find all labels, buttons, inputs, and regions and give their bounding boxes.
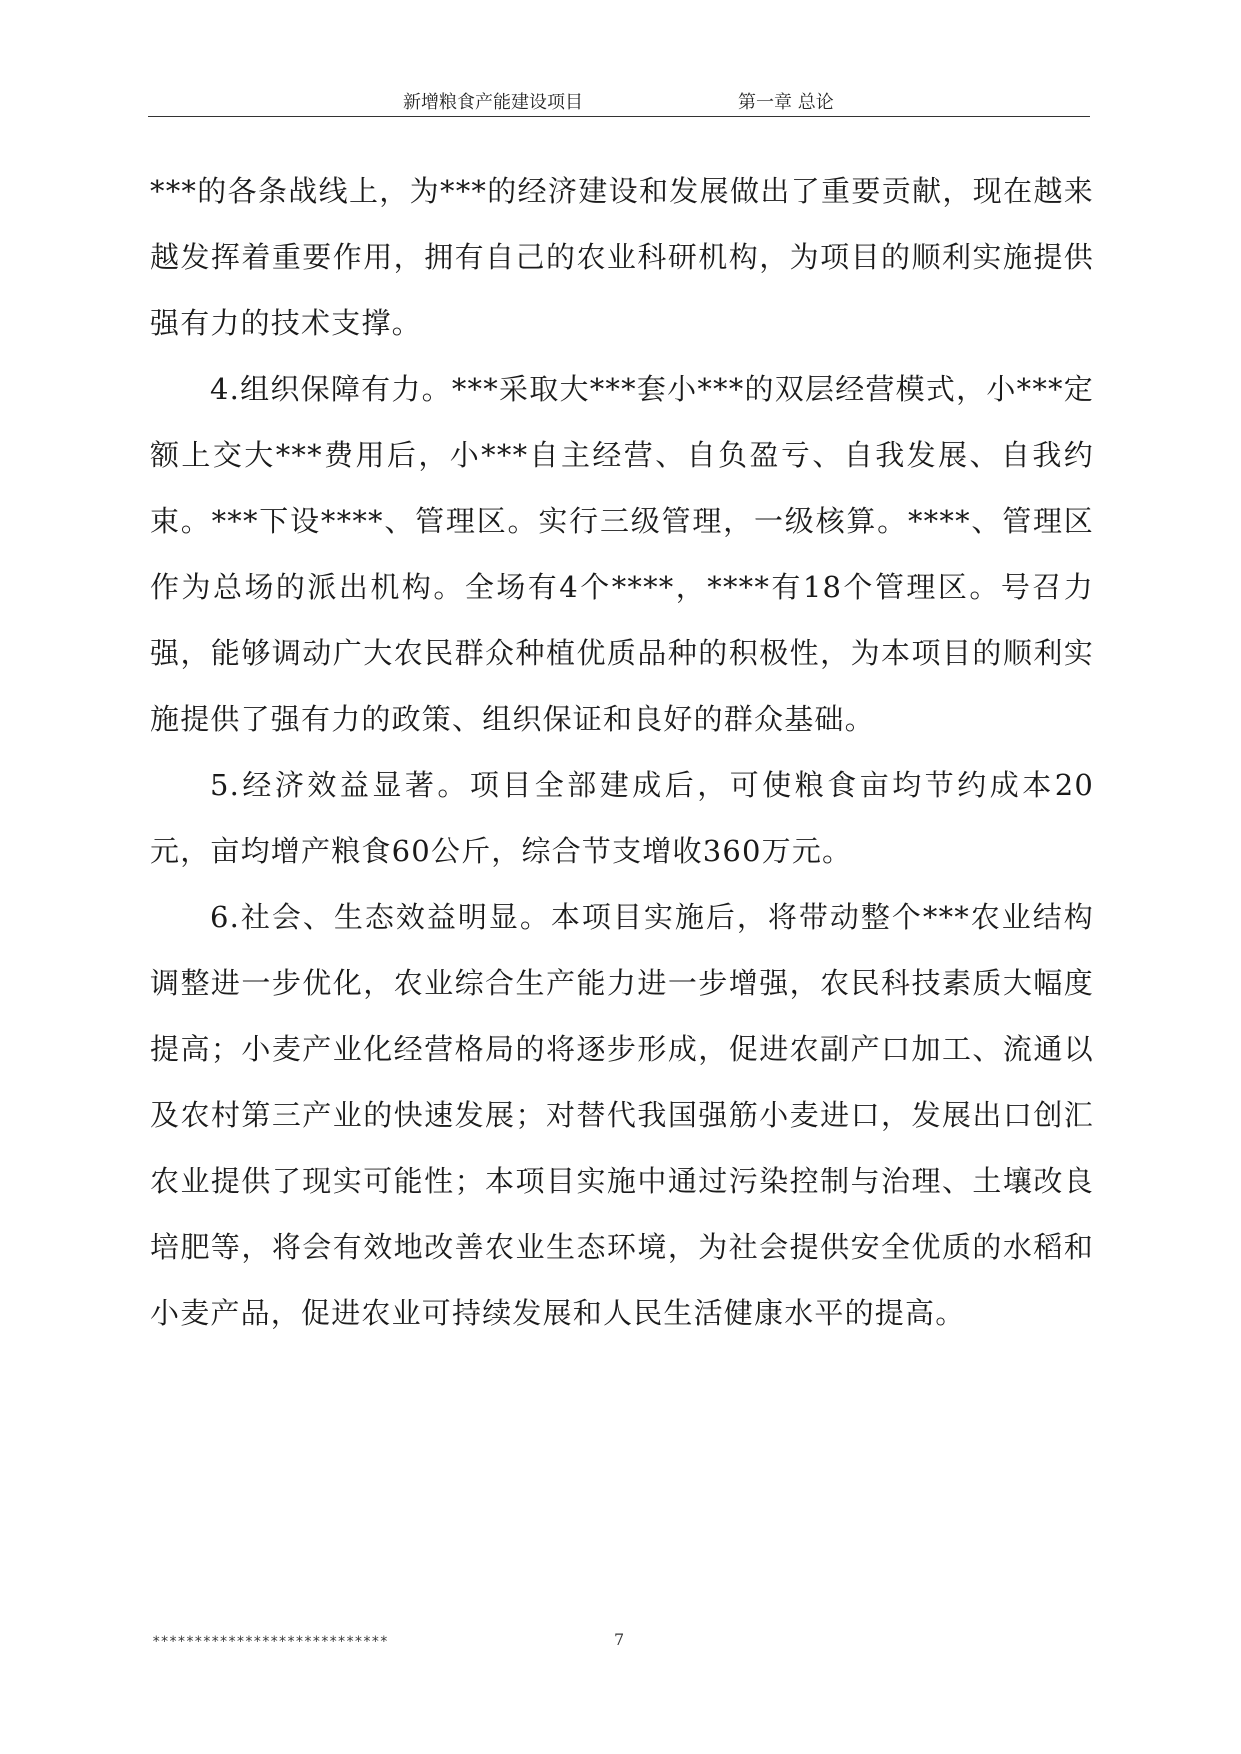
header-chapter-title: 第一章 总论 <box>738 92 834 113</box>
footer-left-text: **************************** <box>152 1634 389 1650</box>
page-number: 7 <box>614 1630 625 1649</box>
paragraph-continuation: ***的各条战线上，为***的经济建设和发展做出了重要贡献，现在越来越发挥着重要作用，拥有自己的农业科研机构，为项目的顺利实施提供强有力的技术支撑。 <box>150 174 1094 340</box>
header-document-title: 新增粮食产能建设项目 <box>403 92 583 113</box>
paragraph-economic-benefit: 5.经济效益显著。项目全部建成后，可使粮食亩均节约成本20元，亩均增产粮食60公斤，综合节支增收360万元。 <box>150 768 1094 868</box>
paragraph-organization-support: 4.组织保障有力。***采取大***套小***的双层经营模式，小***定额上交大***费用后，小***自主经营、自负盈亏、自我发展、自我约束。***下设****、管理区。实行三级管理，一级核算。****、管理区作为总场的派出机构。全场有4个****，****有18个管理区。号召力强，能够调动广大农民群众种植优质品种的积极性，为本项目的顺利实施提供了强有力的政策、组织保证和良好的群众基础。 <box>150 372 1094 736</box>
page-header <box>148 84 1090 117</box>
paragraph-social-ecological-benefit: 6.社会、生态效益明显。本项目实施后，将带动整个***农业结构调整进一步优化，农业综合生产能力进一步增强，农民科技素质大幅度提高；小麦产业化经营格局的将逐步形成，促进农副产口加工、流通以及农村第三产业的快速发展；对替代我国强筋小麦进口，发展出口创汇农业提供了现实可能性；本项目实施中通过污染控制与治理、土壤改良培肥等，将会有效地改善农业生态环境，为社会提供安全优质的水稻和小麦产品，促进农业可持续发展和人民生活健康水平的提高。 <box>150 900 1094 1330</box>
document-body <box>150 158 1094 1346</box>
